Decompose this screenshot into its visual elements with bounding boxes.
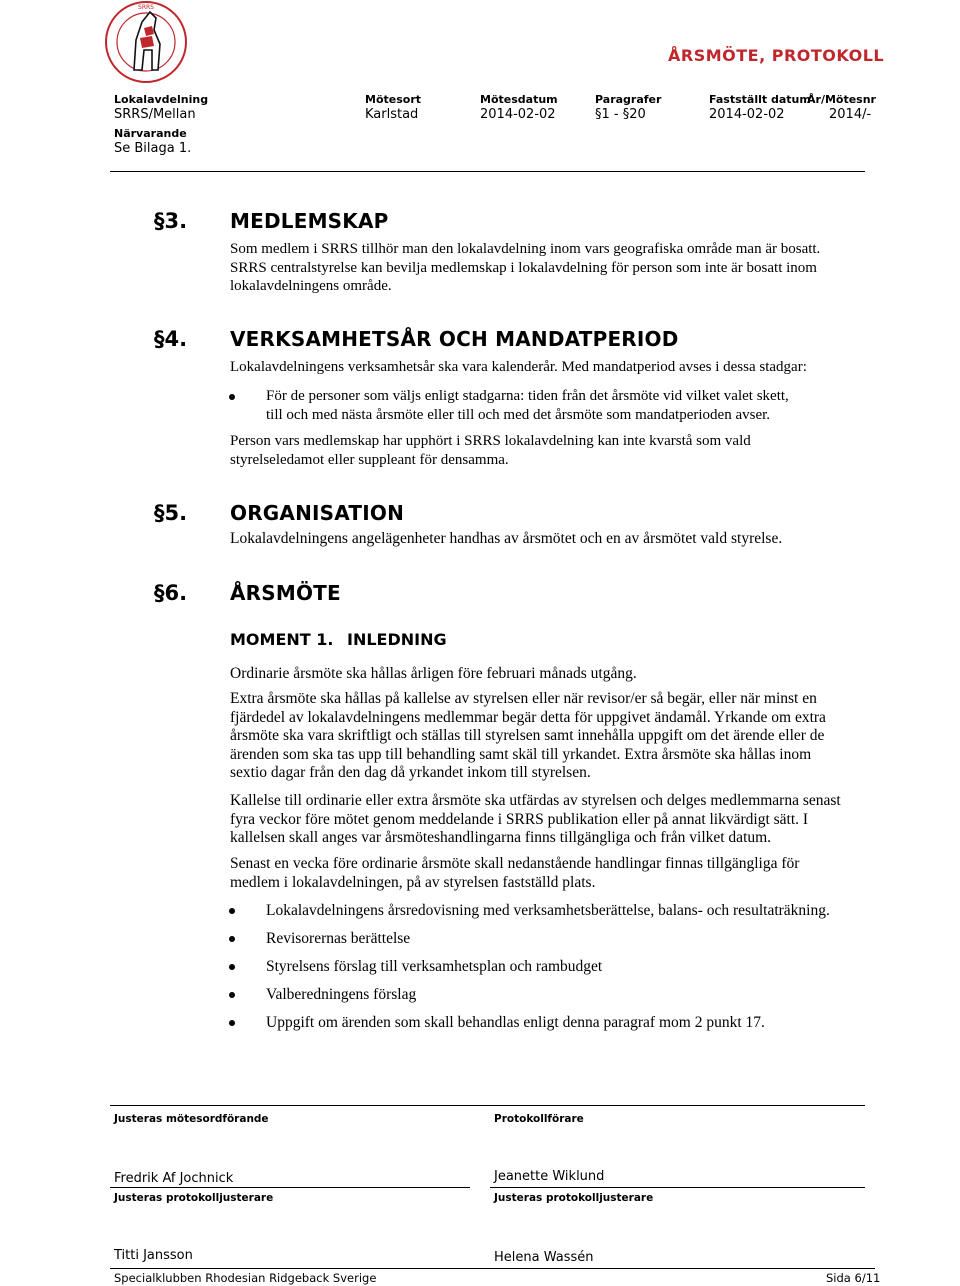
section-3-title: MEDLEMSKAP xyxy=(230,209,389,233)
section-4-number: §4. xyxy=(154,327,188,351)
document-title: ÅRSMÖTE, PROTOKOLL xyxy=(668,46,885,65)
list-item: Uppgift om ärenden som skall behandlas enligt denna paragraf mom 2 punkt 17. xyxy=(266,1014,765,1031)
signature-name-chair: Fredrik Af Jochnick xyxy=(114,1171,234,1186)
section-4-text: Lokalavdelningens verksamhetsår ska vara kalenderår. Med mandatperiod avses i dessa stadgar: xyxy=(230,359,807,375)
bullet-dot xyxy=(229,394,235,400)
section-5-number: §5. xyxy=(154,501,188,525)
label-paragrafer: Paragrafer xyxy=(595,93,662,106)
section-4-title: VERKSAMHETSÅR OCH MANDATPERIOD xyxy=(230,327,679,351)
value-narvarande: Se Bilaga 1. xyxy=(114,141,192,156)
section-6-paragraph-4: Senast en vecka före ordinarie årsmöte skall nedanstående handlingar finnas tillgängliga för medlem i lokalavdelningen, på av styrelsen fastställd plats. xyxy=(230,855,800,891)
signature-label-adjuster-1: Justeras protokolljusterare xyxy=(114,1192,274,1204)
label-motesort: Mötesort xyxy=(365,93,422,106)
label-ar-motesnr: År/Mötesnr xyxy=(807,93,876,106)
section-6-title: ÅRSMÖTE xyxy=(230,581,341,605)
club-logo xyxy=(104,0,188,86)
footer-organization: Specialklubben Rhodesian Ridgeback Sverige xyxy=(114,1271,377,1285)
footer-divider xyxy=(110,1268,875,1269)
list-item: Lokalavdelningens årsredovisning med verksamhetsberättelse, balans- och resultaträkning. xyxy=(266,902,830,919)
signature-divider xyxy=(110,1105,865,1106)
list-item: Revisorernas berättelse xyxy=(266,930,411,947)
signature-name-adjuster-1: Titti Jansson xyxy=(114,1248,193,1263)
section-6-number: §6. xyxy=(154,581,188,605)
label-motesdatum: Mötesdatum xyxy=(480,93,558,106)
signature-line xyxy=(110,1187,470,1188)
label-lokalavdelning: Lokalavdelning xyxy=(114,93,209,106)
value-motesort: Karlstad xyxy=(365,107,419,122)
signature-label-adjuster-2: Justeras protokolljusterare xyxy=(494,1192,654,1204)
section-4-paragraph: Person vars medlemskap har upphört i SRRS lokalavdelning kan inte kvarstå som vald styrelseledamot eller suppleant för densamma. xyxy=(230,433,751,468)
section-3-text: Som medlem i SRRS tillhör man den lokalavdelning inom vars geografiska område man är bosatt. SRRS centralstyrelse kan bevilja medlemskap i lokalavdelning för person som inte är bosatt inom lokalavdelningens område. xyxy=(230,241,821,294)
bullet-dot xyxy=(229,992,235,998)
signature-name-adjuster-2: Helena Wassén xyxy=(494,1250,594,1265)
list-item: Valberedningens förslag xyxy=(266,986,417,1003)
signature-label-chair: Justeras mötesordförande xyxy=(114,1113,269,1125)
section-6-paragraph-1: Ordinarie årsmöte ska hållas årligen före februari månads utgång. xyxy=(230,665,637,682)
section-3-number: §3. xyxy=(154,209,188,233)
bullet-dot xyxy=(229,936,235,942)
section-6-paragraph-2: Extra årsmöte ska hållas på kallelse av styrelsen eller när revisor/er så begär, eller när minst en fjärdedel av lokalavdelningens medlemmar begär detta för uppgivet ändamål. Yrkande om extra årsmöte ska vara skriftligt och ställas till styrelsen samt innehålla uppgift om det ärende eller de ärenden som ska tas upp till behandling samt skäl till yrkandet. Extra årsmöte ska hållas inom sextio dagar från den dag då yrkandet inkom till styrelsen. xyxy=(230,690,826,781)
value-lokalavdelning: SRRS/Mellan xyxy=(114,107,196,122)
signature-name-secretary: Jeanette Wiklund xyxy=(494,1169,605,1184)
label-narvarande: Närvarande xyxy=(114,127,187,140)
header-divider xyxy=(110,171,865,172)
value-paragrafer: §1 - §20 xyxy=(595,107,646,122)
footer-page-number: Sida 6/11 xyxy=(826,1271,881,1285)
moment-title: INLEDNING xyxy=(347,630,447,649)
section-5-text: Lokalavdelningens angelägenheter handhas av årsmötet och en av årsmötet vald styrelse. xyxy=(230,530,783,547)
value-faststallt-datum: 2014-02-02 xyxy=(709,107,785,122)
list-item: Styrelsens förslag till verksamhetsplan och rambudget xyxy=(266,958,603,975)
section-5-title: ORGANISATION xyxy=(230,501,405,525)
section-6-paragraph-3: Kallelse till ordinarie eller extra årsmöte ska utfärdas av styrelsen och delges medlemmarna senast fyra veckor före mötet genom meddelande i SRRS publikation eller på annat likvärdigt sätt. I kallelsen skall anges var årsmöteshandlingarna finns tillgängliga och från vilket datum. xyxy=(230,792,841,846)
signature-line xyxy=(490,1187,865,1188)
signature-label-secretary: Protokollförare xyxy=(494,1113,584,1125)
label-faststallt-datum: Fastställt datum xyxy=(709,93,811,106)
bullet-dot xyxy=(229,964,235,970)
bullet-dot xyxy=(229,908,235,914)
section-4-bullet: För de personer som väljs enligt stadgarna: tiden från det årsmöte vid vilket valet skett, till och med nästa årsmöte eller till och med det årsmöte som mandatperioden avser. xyxy=(266,388,789,423)
bullet-dot xyxy=(229,1020,235,1026)
value-motesdatum: 2014-02-02 xyxy=(480,107,556,122)
moment-number: MOMENT 1. xyxy=(230,630,334,649)
value-ar-motesnr: 2014/- xyxy=(829,107,872,122)
svg-text:SRRS: SRRS xyxy=(138,4,154,11)
